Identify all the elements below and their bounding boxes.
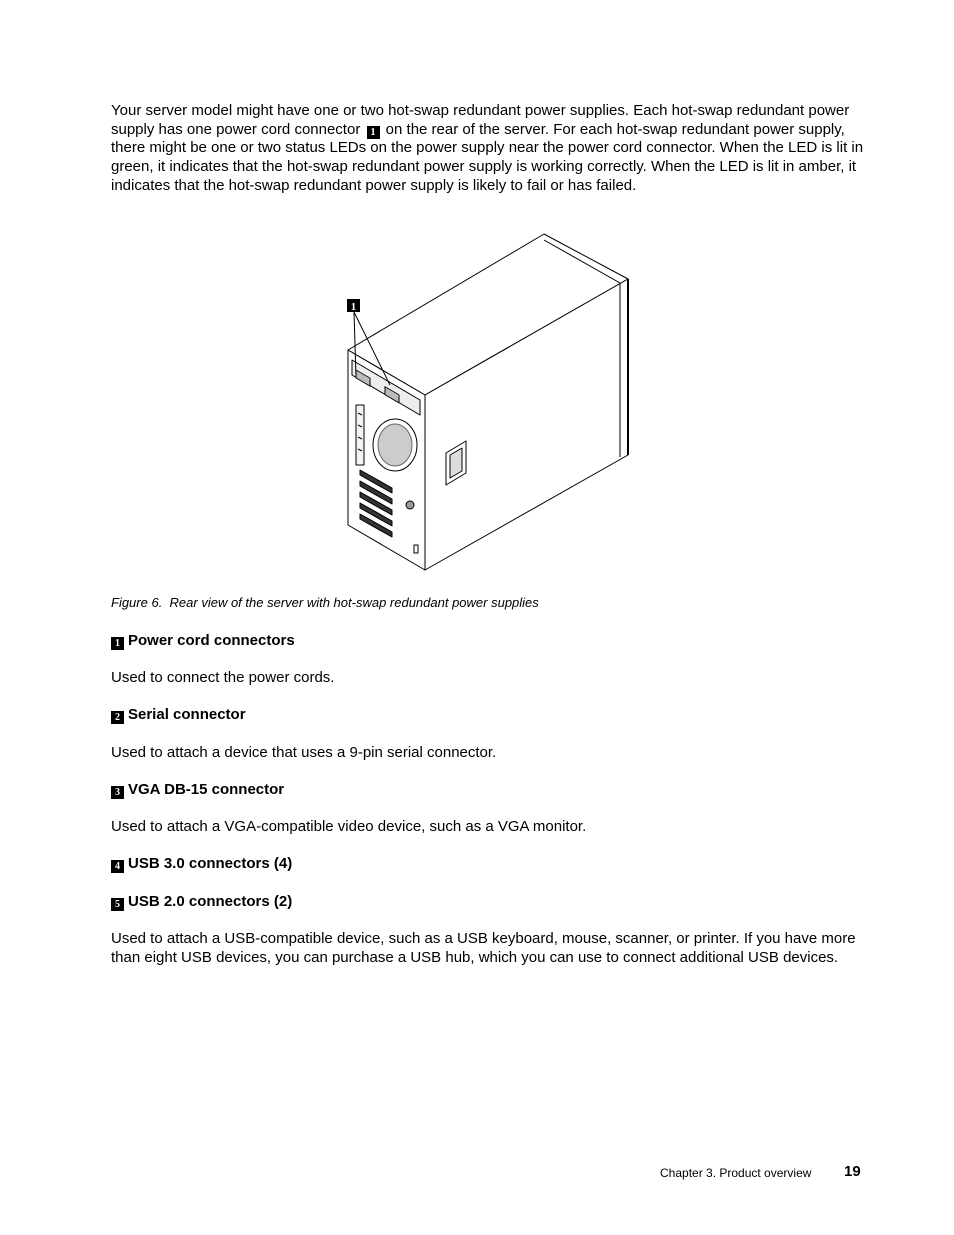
- item-title: Serial connector: [128, 706, 246, 723]
- figure-callout-1: 1: [350, 301, 357, 313]
- intro-paragraph: [111, 102, 871, 196]
- page-number: 19: [844, 1163, 861, 1180]
- item-title: Power cord connectors: [128, 632, 295, 649]
- callout-5-icon: 5: [111, 898, 124, 911]
- footer-chapter: Chapter 3. Product overview: [660, 1166, 812, 1180]
- item-desc-vga: Used to attach a VGA-compatible video device, such as a VGA monitor.: [111, 818, 587, 835]
- item-desc-power-cord: Used to connect the power cords.: [111, 669, 335, 686]
- figure-caption: [111, 595, 539, 610]
- item-title: USB 3.0 connectors (4): [128, 855, 293, 872]
- figure-caption-text: Rear view of the server with hot-swap redundant power supplies: [169, 595, 539, 610]
- callout-4-icon: 4: [111, 860, 124, 873]
- item-heading-usb2: [111, 893, 292, 911]
- callout-2-icon: 2: [111, 711, 124, 724]
- figure-caption-prefix: Figure 6.: [111, 595, 163, 610]
- callout-1-icon: 1: [367, 126, 380, 139]
- item-title: VGA DB-15 connector: [128, 781, 285, 798]
- item-heading-vga: [111, 781, 284, 799]
- item-heading-power-cord: [111, 632, 295, 650]
- intro-text-after: on the rear of the server. For each hot-swap redundant power supply, there might be one or two status LEDs on the power supply near the power cord connector. When the LED is lit in green, it indicates that the hot-swap redundant power supply is working correctly. When the LED is lit in amber, it indicates that the hot-swap redundant power supply is likely to fail or has failed.: [111, 120, 864, 194]
- item-heading-serial: [111, 706, 246, 724]
- item-desc-serial: Used to attach a device that uses a 9-pin serial connector.: [111, 744, 497, 761]
- intro-text-before: Your server model might have one or two hot-swap redundant power supplies. Each hot-swap redundant power supply has one power cord connector: [111, 102, 850, 138]
- callout-3-icon: 3: [111, 786, 124, 799]
- item-desc-usb: Used to attach a USB-compatible device, such as a USB keyboard, mouse, scanner, or printer. If you have more than eight USB devices, you can purchase a USB hub, which you can use to connect additional USB devices.: [111, 930, 856, 966]
- item-heading-usb3: [111, 855, 292, 873]
- item-title: USB 2.0 connectors (2): [128, 893, 293, 910]
- callout-1-icon: 1: [111, 637, 124, 650]
- server-rear-illustration: [330, 225, 640, 580]
